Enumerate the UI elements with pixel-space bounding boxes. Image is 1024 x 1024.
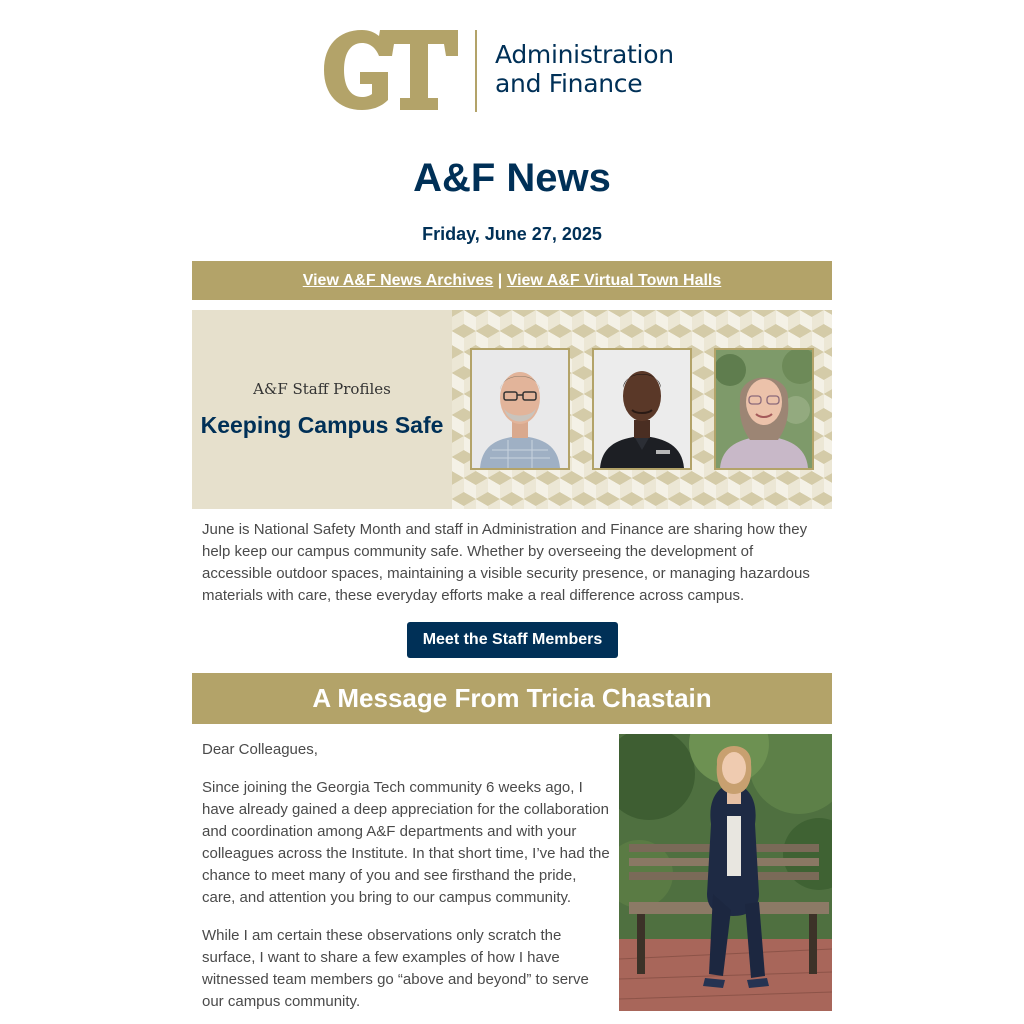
letter-paragraph-2: While I am certain these observations only scratch the surface, I want to share a few examples of how I have witnessed team members go “above and beyond” to serve our campus community. <box>202 927 589 1010</box>
letter-greeting: Dear Colleagues, <box>202 741 318 758</box>
banner-headline: Keeping Campus Safe <box>200 412 444 438</box>
staff-photo-1 <box>470 348 570 470</box>
message-letter <box>202 739 612 1024</box>
logo-divider <box>475 30 477 112</box>
gt-af-logo <box>322 26 682 118</box>
letter-paragraph-1: Since joining the Georgia Tech community 6 weeks ago, I have already gained a deep appreciation for the collaboration and coordination among A&F departments and with your colleagues across the Institute. In that short time, I’ve had the chance to meet many of you and see firsthand the pride, care, and attention you bring to our campus community. <box>202 779 610 906</box>
message-section-heading: A Message From Tricia Chastain <box>192 673 832 724</box>
meet-staff-button[interactable]: Meet the Staff Members <box>407 622 618 658</box>
org-name-line1: Administration <box>495 40 674 69</box>
archive-nav-bar <box>192 261 832 300</box>
staff-photo-3 <box>714 348 814 470</box>
gt-logo-mark <box>322 26 462 114</box>
staff-profiles-banner[interactable] <box>192 310 832 509</box>
virtual-town-halls-link[interactable]: View A&F Virtual Town Halls <box>506 272 722 289</box>
org-name-line2: and Finance <box>495 69 643 98</box>
banner-kicker: A&F Staff Profiles <box>253 380 391 398</box>
tricia-chastain-photo <box>619 734 832 1011</box>
newsletter-date: Friday, June 27, 2025 <box>422 224 602 244</box>
nav-separator: | <box>497 272 503 289</box>
staff-photo-2 <box>592 348 692 470</box>
org-name <box>495 40 674 98</box>
safety-month-intro: June is National Safety Month and staff in Administration and Finance are sharing how they help keep our campus community safe. Whether by overseeing the development of accessible outdoor spaces, maintaining a visible security presence, or managing hazardous materials with care, these everyday efforts make a real difference across campus. <box>202 521 810 604</box>
newsletter-title: A&F News <box>413 156 611 200</box>
news-archives-link[interactable]: View A&F News Archives <box>302 272 494 289</box>
banner-text-panel <box>192 310 452 509</box>
